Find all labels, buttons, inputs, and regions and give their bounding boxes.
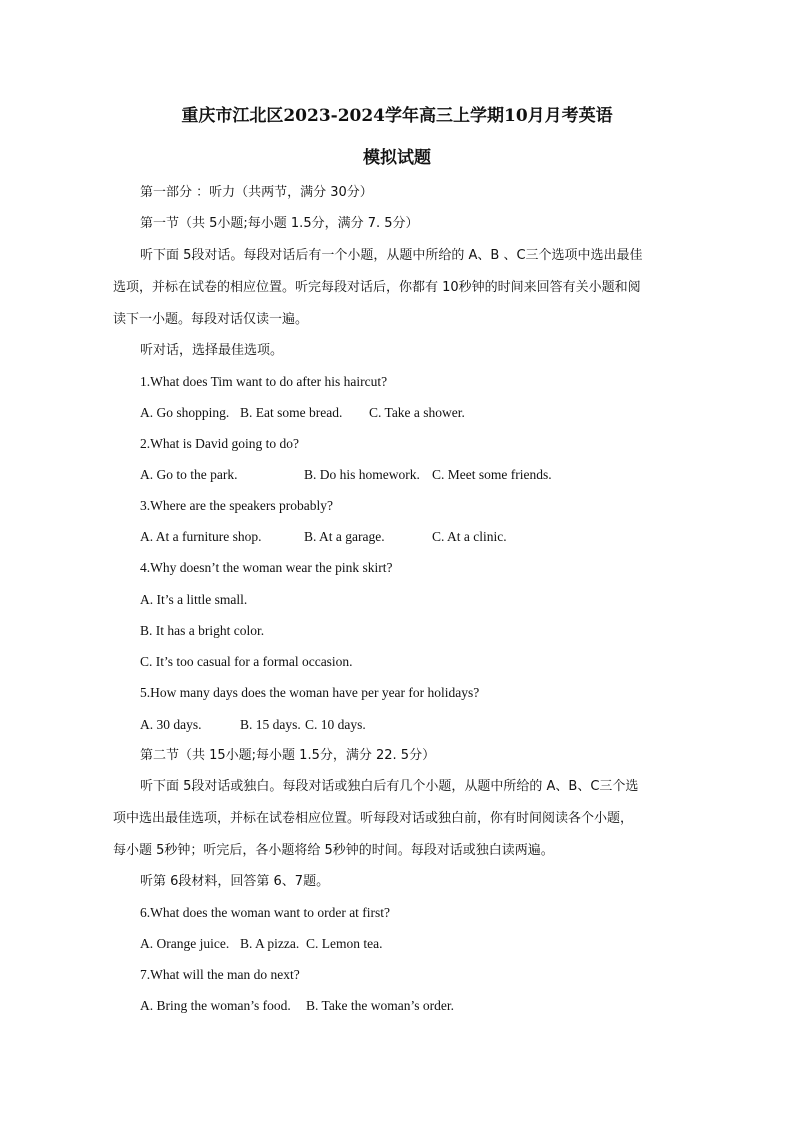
section-one-heading: 第一节（共 5小题;每小题 1.5分，满分 7. 5分） xyxy=(140,216,419,231)
option-3c: C. At a clinic. xyxy=(432,529,507,544)
option-4c: C. It’s too casual for a formal occasion. xyxy=(140,654,353,669)
question-2: 2.What is David going to do? xyxy=(140,436,299,451)
option-1b: B. Eat some bread. xyxy=(240,405,343,420)
option-7b: B. Take the woman’s order. xyxy=(306,998,455,1013)
option-2b: B. Do his homework. xyxy=(304,467,420,482)
question-7-options xyxy=(140,997,590,1015)
section-two-instructions-3: 每小题 5秒钟；听完后，各小题将给 5秒钟的时间。每段对话或独白读两遍。 xyxy=(113,843,554,858)
option-4b: B. It has a bright color. xyxy=(140,623,265,638)
question-6: 6.What does the woman want to order at first? xyxy=(140,905,391,920)
question-4: 4.Why doesn’t the woman wear the pink skirt? xyxy=(140,560,393,575)
option-6c: C. Lemon tea. xyxy=(306,936,383,951)
question-2-options xyxy=(140,466,640,484)
section-one-instructions-3: 读下一小题。每段对话仅读一遍。 xyxy=(113,312,309,327)
option-3b: B. At a garage. xyxy=(304,529,385,544)
section-two-heading: 第二节（共 15小题;每小题 1.5分，满分 22. 5分） xyxy=(140,748,436,763)
section-two-instructions-2: 项中选出最佳选项，并标在试卷相应位置。听每段对话或独白前，你有时间阅读各个小题， xyxy=(113,811,634,826)
option-5a: A. 30 days. xyxy=(140,717,202,732)
option-4a: A. It’s a little small. xyxy=(140,592,248,607)
option-5b: B. 15 days. xyxy=(240,717,301,732)
question-3-options xyxy=(140,528,640,546)
option-1c: C. Take a shower. xyxy=(369,405,465,420)
section-two-instructions-1: 听下面 5段对话或独白。每段对话或独白后有几个小题，从题中所给的 A、B、C三个选 xyxy=(140,779,639,794)
option-2a: A. Go to the park. xyxy=(140,467,238,482)
option-5c: C. 10 days. xyxy=(305,717,366,732)
part-one-heading: 第一部分 ：听力（共两节，满分 30分） xyxy=(140,185,373,200)
option-6b: B. A pizza. xyxy=(240,936,300,951)
option-2c: C. Meet some friends. xyxy=(432,467,552,482)
question-7: 7.What will the man do next? xyxy=(140,967,300,982)
option-1a: A. Go shopping. xyxy=(140,405,230,420)
exam-subtitle: 模拟试题 xyxy=(363,148,431,168)
question-5-options xyxy=(140,716,540,734)
question-6-options xyxy=(140,935,540,953)
option-3a: A. At a furniture shop. xyxy=(140,529,262,544)
question-5: 5.How many days does the woman have per year for holidays? xyxy=(140,685,480,700)
section-one-instructions-2: 选项，并标在试卷的相应位置。听完每段对话后，你都有 10秒钟的时间来回答有关小题和阅 xyxy=(113,280,641,295)
question-3: 3.Where are the speakers probably? xyxy=(140,498,334,513)
choose-instruction: 听对话，选择最佳选项。 xyxy=(140,343,284,358)
material-6-heading: 听第 6段材料，回答第 6、7题。 xyxy=(140,874,330,889)
option-6a: A. Orange juice. xyxy=(140,936,230,951)
question-1: 1.What does Tim want to do after his haircut? xyxy=(140,374,388,389)
option-7a: A. Bring the woman’s food. xyxy=(140,998,291,1013)
section-one-instructions-1: 听下面 5段对话。每段对话后有一个小题，从题中所给的 A、B 、C三个选项中选出最佳 xyxy=(140,248,643,263)
question-1-options xyxy=(140,404,640,422)
exam-title: 重庆市江北区2023-2024学年高三上学期10月月考英语 xyxy=(181,106,613,126)
